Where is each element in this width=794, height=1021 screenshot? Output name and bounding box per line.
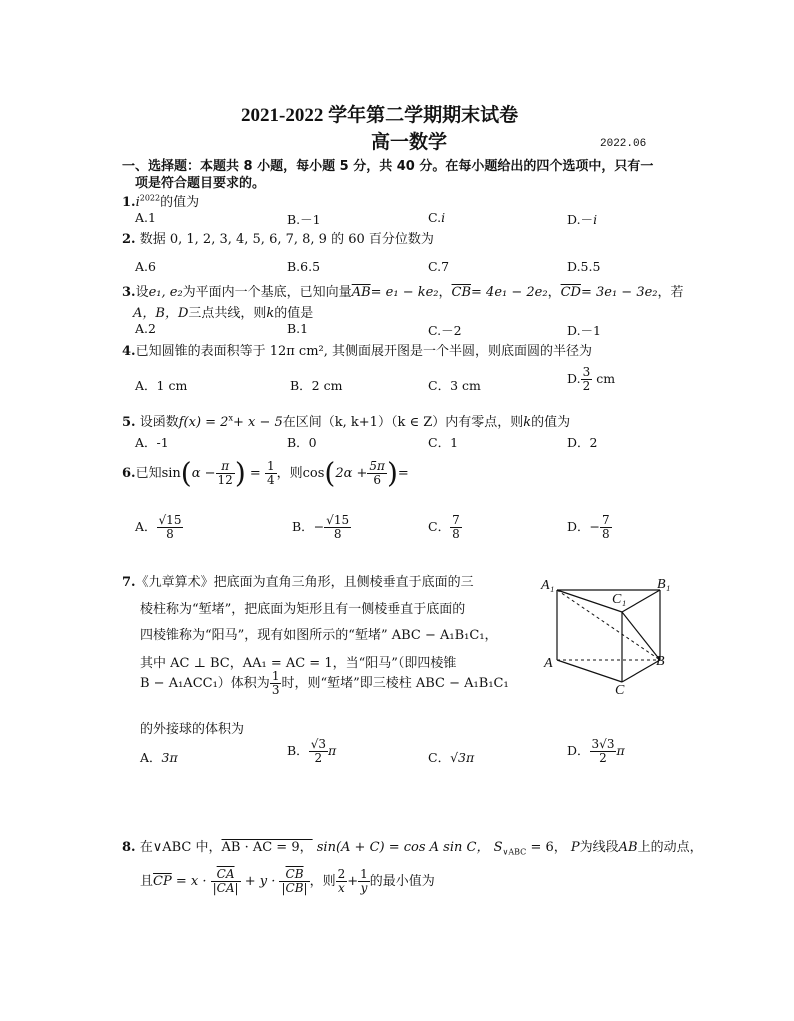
question-number: 3. — [122, 285, 136, 300]
question-5: 5. 设函数$f(x) = 2^x+ x - 5$在区间（k, k+1）（k ∈ Z）内有零点，则k的值为 — [122, 413, 571, 430]
question-2 — [122, 228, 434, 247]
q3-option-b: B.1 — [287, 321, 309, 336]
q5-option-d: D．2 — [567, 435, 598, 450]
question-number: 1. — [122, 195, 136, 210]
edge-c1b1 — [622, 590, 660, 612]
page-subtitle: 高一数学 — [371, 132, 448, 153]
vector-cd: $\overline{CD}$ — [560, 285, 581, 300]
question-number: 8. — [122, 840, 136, 855]
q4-option-c: C．3 cm — [428, 378, 481, 393]
q2-option-d: D.5.5 — [567, 259, 601, 274]
question-7-line6: 的外接球的体积为 — [140, 722, 245, 737]
label-c1: C₁ — [612, 592, 627, 607]
question-number: 6. — [122, 466, 136, 481]
vector-cb: $\overline{CB}$ — [451, 285, 472, 300]
q1-option-d: D.－i — [567, 212, 598, 227]
q6-option-b: B．− $\frac{√15}{8}$ — [292, 513, 350, 541]
question-3: 3.设e₁, e₂为平面内一个基底，已知向量$\overline{AB}= e_1 - ke_2$，$\overline{CB}= 4e_1 - 2e_2$，$\overline{CD}= 3e_1 - 3e_2$，若 — [122, 285, 684, 300]
q5-option-a: A．-1 — [135, 435, 169, 450]
question-3-line2: A，B，D三点共线，则k的值是 — [133, 306, 314, 321]
question-7-line4: 其中 AC ⊥ BC，AA₁ = AC = 1，当“阳马”（即四棱锥 — [140, 656, 457, 671]
q2-option-b: B.6.5 — [287, 259, 321, 274]
question-4 — [122, 340, 592, 359]
q2-option-a: A.6 — [135, 259, 156, 274]
q4-option-d: D. $\frac{3}{2}$ cm — [567, 365, 616, 393]
section-heading-cont: 项是符合题目要求的。 — [135, 176, 266, 191]
question-7-line2: 棱柱称为“堑堵”，把底面为矩形且有一侧棱垂直于底面的 — [140, 602, 466, 617]
question-number: 4. — [122, 344, 136, 359]
q3-option-a: A.2 — [135, 321, 156, 336]
q7-option-d: D． $\frac{3√3}{2}$ π — [567, 737, 625, 765]
q6-option-a: A． $\frac{√15}{8}$ — [135, 513, 182, 541]
vector-ab: $\overline{AB}$ — [351, 285, 371, 300]
q6-option-c: C． $\frac{7}{8}$ — [428, 513, 460, 541]
section-heading: 一、选择题：本题共 8 小题，每小题 5 分，共 40 分。在每小题给出的四个选项中，只有一 — [122, 159, 654, 174]
question-8-line2: 且$\overline{CP} = x$ · $\frac{\overline{CA}}{|CA|}$ + y · $\frac{\overline{CB}}{|CB|}$ ，则 $\frac{2}{x}$ + $\frac{1}{y}$ 的最小值为 — [140, 867, 435, 895]
edge-c1b — [622, 612, 660, 660]
question-number: 2. — [122, 232, 136, 247]
question-8: 8. 在∨ABC 中，AB · AC = 9， sin(A + C) = cos A sin C， $S_{\vee ABC} = 6$， P为线段AB上的动点， — [122, 840, 703, 857]
q7-option-a: A．3π — [140, 750, 178, 765]
q6-option-d: D．− $\frac{7}{8}$ — [567, 513, 610, 541]
imaginary-unit: i — [135, 195, 140, 210]
exponent: 2022 — [139, 193, 161, 203]
edge-cb — [622, 660, 660, 682]
question-1 — [122, 191, 199, 210]
question-text: 的值为 — [160, 195, 200, 210]
edge-ac — [557, 660, 622, 682]
question-7-line3: 四棱锥称为“阳马”，现有如图所示的“堑堵” ABC − A₁B₁C₁， — [140, 628, 498, 643]
q3-option-d: D.－1 — [567, 323, 602, 338]
q1-option-c: C.i — [428, 210, 446, 225]
basis-vectors: e₁, e₂ — [148, 285, 183, 300]
q3-option-c: C.－2 — [428, 323, 462, 338]
q7-option-b: B． $\frac{√3}{2}$ π — [287, 737, 337, 765]
q7-option-c: C．√3π — [428, 750, 475, 765]
question-7: 7.《九章算术》把底面为直角三角形，且侧棱垂直于底面的三 — [122, 575, 474, 590]
page-title: 2021-2022 学年第二学期期末试卷 — [241, 105, 519, 126]
label-b1: B₁ — [657, 577, 671, 592]
q1-option-a: A.1 — [135, 210, 156, 225]
label-b: B — [656, 654, 665, 669]
q5-option-c: C．1 — [428, 435, 459, 450]
q4-option-a: A．1 cm — [135, 378, 188, 393]
q2-option-c: C.7 — [428, 259, 450, 274]
question-text: 已知圆锥的表面积等于 12π cm², 其侧面展开图是一个半圆，则底面圆的半径为 — [135, 344, 593, 359]
question-text: 数据 0, 1, 2, 3, 4, 5, 6, 7, 8, 9 的 60 百分位数为 — [139, 232, 434, 247]
question-number: 7. — [122, 575, 136, 590]
q4-option-b: B．2 cm — [290, 378, 343, 393]
question-6: 6.已知sin(α − $\frac{\pi}{12}$ ) = $\frac{1}{4}$ ，则cos(2α + $\frac{5\pi}{6}$ )= — [122, 456, 409, 490]
question-number: 5. — [122, 415, 136, 430]
label-a1: A₁ — [541, 578, 555, 593]
q5-option-b: B．0 — [287, 435, 317, 450]
exam-date: 2022.06 — [600, 138, 647, 150]
label-a: A — [544, 656, 553, 671]
q1-option-b: B.－1 — [287, 212, 321, 227]
label-c: C — [615, 683, 625, 698]
question-7-line5: B − A₁ACC₁）体积为 $\frac{1}{3}$ 时，则“堑堵”即三棱柱 ABC − A₁B₁C₁ — [140, 669, 509, 697]
edge-a1b-hidden — [557, 590, 660, 660]
